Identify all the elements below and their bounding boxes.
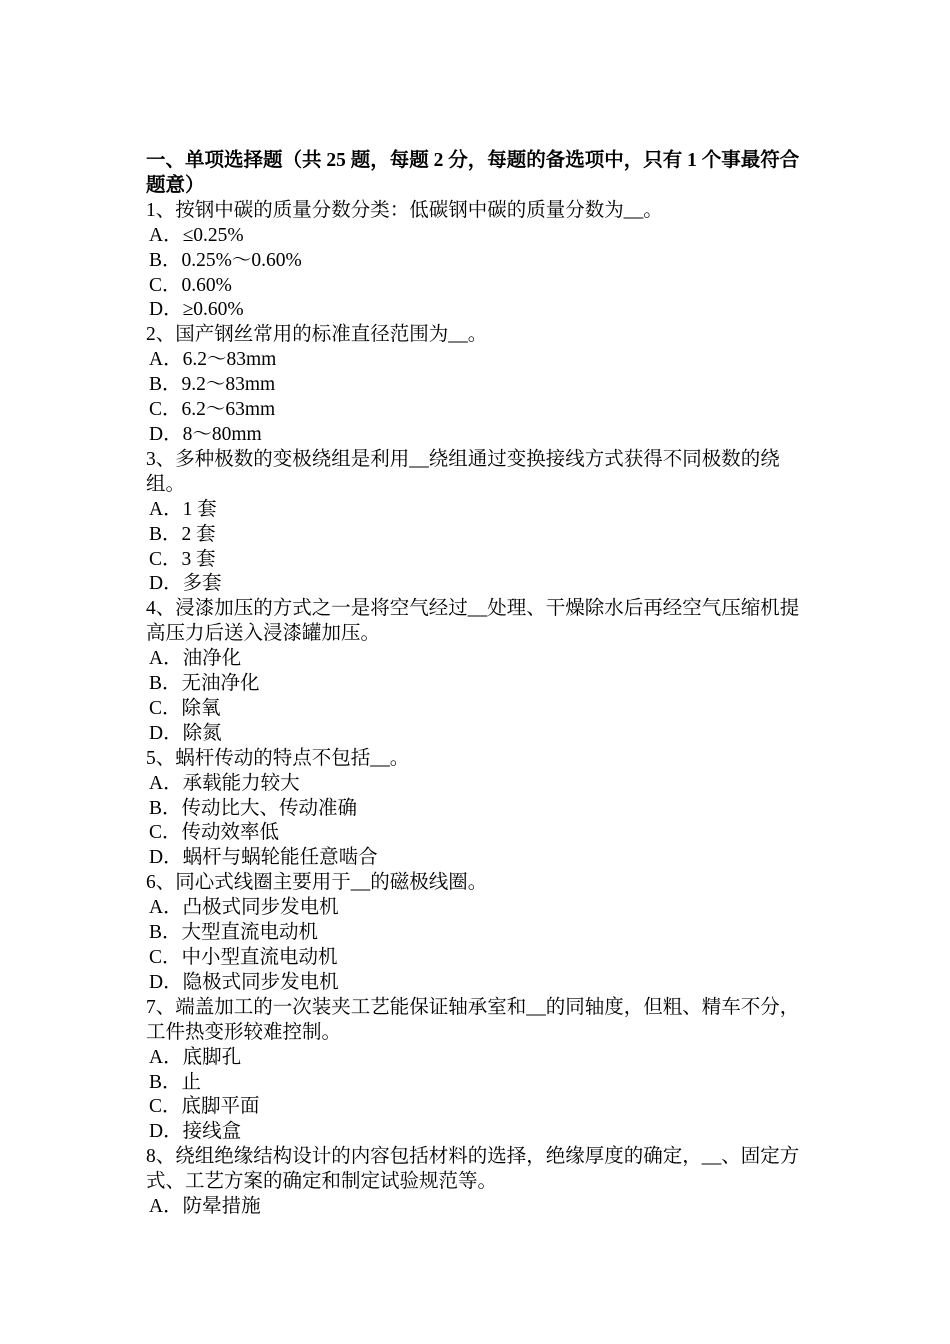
answer-option: C．除氧: [149, 697, 221, 719]
question-block: [146, 597, 816, 746]
answer-option: B．2 套: [149, 523, 216, 545]
question-text: 6、同心式线圈主要用于__的磁极线圈。: [146, 872, 488, 894]
answer-option: B．止: [149, 1071, 202, 1093]
question-text: 1、按钢中碳的质量分数分类：低碳钢中碳的质量分数为__。: [146, 199, 663, 221]
question-text: 2、国产钢丝常用的标准直径范围为__。: [146, 324, 488, 346]
question-block: [146, 871, 816, 996]
answer-option: A．凸极式同步发电机: [149, 897, 339, 919]
answer-option: D．8～80mm: [149, 423, 262, 445]
answer-option: B．无油净化: [149, 673, 260, 695]
answer-option: A．承载能力较大: [149, 772, 300, 794]
answer-option: D．隐极式同步发电机: [149, 971, 339, 993]
question-block: [146, 199, 816, 324]
question-block: [146, 1145, 816, 1220]
answer-option: D．接线盒: [149, 1121, 242, 1143]
answer-option: C．6.2～63mm: [149, 399, 276, 421]
answer-option: C．0.60%: [149, 274, 232, 296]
answer-option: D．多套: [149, 573, 222, 595]
question-text: 7、端盖加工的一次装夹工艺能保证轴承室和__的同轴度，但粗、精车不分，工件热变形较难控制。: [146, 996, 800, 1043]
answer-option: C．3 套: [149, 548, 216, 570]
answer-option: C．传动效率低: [149, 822, 280, 844]
answer-option: B．大型直流电动机: [149, 922, 319, 944]
question-block: [146, 996, 816, 1145]
question-block: [146, 448, 816, 597]
document-body: [146, 149, 816, 1220]
question-text: 3、多种极数的变极绕组是利用__绕组通过变换接线方式获得不同极数的绕组。: [146, 448, 780, 495]
answer-option: A．6.2～83mm: [149, 349, 277, 371]
question-list: [146, 199, 816, 1220]
answer-option: A．油净化: [149, 648, 242, 670]
question-text: 4、浸漆加压的方式之一是将空气经过__处理、干燥除水后再经空气压缩机提高压力后送入浸漆罐加压。: [146, 598, 800, 645]
answer-option: C．中小型直流电动机: [149, 947, 338, 968]
answer-option: A．底脚孔: [149, 1046, 242, 1068]
answer-option: D．除氮: [149, 722, 222, 744]
answer-option: A．≤0.25%: [149, 224, 244, 246]
answer-option: A．防晕措施: [149, 1196, 261, 1218]
answer-option: A．1 套: [149, 498, 217, 520]
question-text: 5、蜗杆传动的特点不包括__。: [146, 747, 410, 769]
answer-option: B．0.25%～0.60%: [149, 249, 302, 271]
answer-option: B．传动比大、传动准确: [149, 797, 358, 819]
question-block: [146, 323, 816, 448]
answer-option: D．≥0.60%: [149, 299, 244, 321]
question-text: 8、绕组绝缘结构设计的内容包括材料的选择，绝缘厚度的确定，__、固定方式、工艺方案的确定和制定试验规范等。: [146, 1146, 800, 1193]
answer-option: B．9.2～83mm: [149, 374, 276, 396]
question-block: [146, 747, 816, 872]
answer-option: D．蜗杆与蜗轮能任意啮合: [149, 847, 378, 869]
answer-option: C．底脚平面: [149, 1096, 260, 1118]
section-heading: 一、单项选择题（共 25 题，每题 2 分，每题的备选项中，只有 1 个事最符合题意）: [146, 150, 800, 196]
